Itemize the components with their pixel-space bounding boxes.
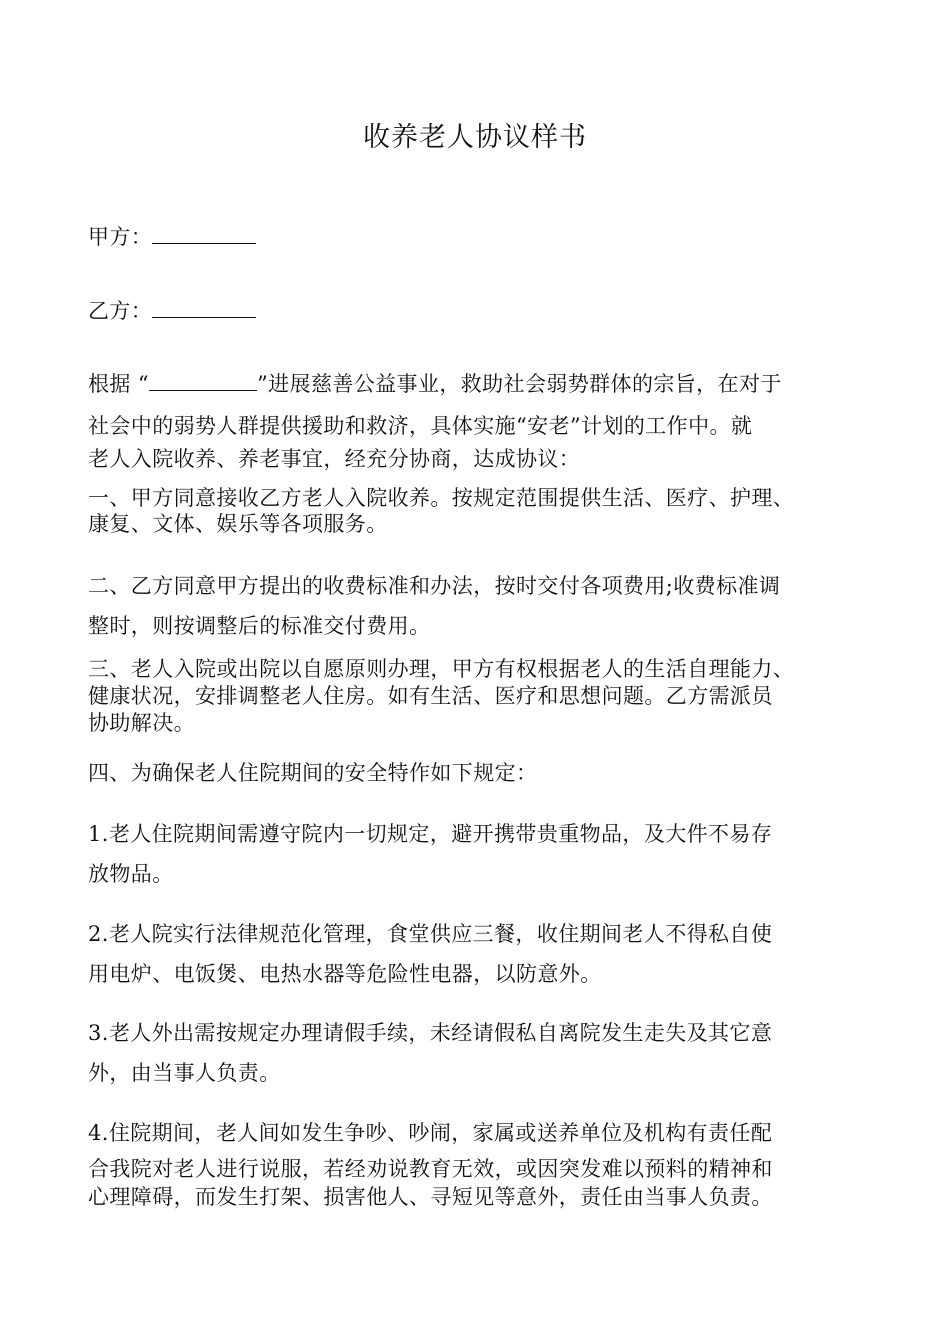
party-a-line: [88, 222, 868, 252]
party-a-label: 甲方：: [88, 225, 153, 249]
clause-3-line-3: 协助解决。: [88, 711, 195, 735]
clause-2: [88, 566, 868, 646]
clause-3-line-2: 健康状况，安排调整老人住房。如有生活、医疗和思想问题。乙方需派员: [88, 684, 773, 708]
clause-3: [88, 656, 868, 737]
rule-2-line-1: 2.老人院实行法律规范化管理，食堂供应三餐，收住期间老人不得私自使: [88, 922, 773, 946]
rule-4: [88, 1113, 868, 1211]
party-a-blank[interactable]: [152, 223, 256, 244]
intro-blank[interactable]: [149, 370, 257, 391]
rule-1-line-1: 1.老人住院期间需遵守院内一切规定，避开携带贵重物品，及大件不易存: [88, 822, 773, 846]
clause-1: [88, 485, 868, 537]
intro-text-before: 根据 “: [88, 372, 150, 396]
rule-3: [88, 1013, 868, 1093]
party-b-blank[interactable]: [152, 297, 256, 318]
rule-2-line-2: 用电炉、电饭煲、电热水器等危险性电器，以防意外。: [88, 962, 602, 986]
rule-3-line-1: 3.老人外出需按规定办理请假手续，未经请假私自离院发生走失及其它意: [88, 1021, 773, 1045]
clause-2-line-1: 二、乙方同意甲方提出的收费标准和办法，按时交付各项费用;收费标准调: [88, 574, 781, 598]
clause-3-line-1: 三、老人入院或出院以自愿原则办理，甲方有权根据老人的生活自理能力、: [88, 657, 795, 681]
clause-1-line-1: 一、甲方同意接收乙方老人入院收养。按规定范围提供生活、医疗、护理、: [88, 486, 795, 510]
clause-1-line-2: 康复、文体、娱乐等各项服务。: [88, 512, 388, 536]
clause-4-line-1: 四、为确保老人住院期间的安全特作如下规定：: [88, 761, 538, 785]
party-b-line: [88, 296, 868, 326]
party-b-label: 乙方：: [88, 299, 153, 323]
clause-4: [88, 757, 868, 789]
rule-1: [88, 814, 868, 894]
intro-line-3: 老人入院收养、养老事宜，经充分协商，达成协议：: [88, 447, 581, 471]
rule-2: [88, 914, 868, 994]
intro-paragraph: [88, 368, 868, 472]
intro-line-2: 社会中的弱势人群提供援助和救济，具体实施“安老”计划的工作中。就: [88, 414, 753, 438]
document-title: 收养老人协议样书: [363, 122, 587, 153]
intro-line-1: [88, 368, 868, 400]
rule-4-line-1: 4.住院期间，老人间如发生争吵、吵闹，家属或送养单位及机构有责任配: [88, 1121, 773, 1145]
rule-1-line-2: 放物品。: [88, 862, 174, 886]
clause-2-line-2: 整时，则按调整后的标准交付费用。: [88, 614, 431, 638]
intro-text-after: ”进展慈善公益事业，救助社会弱势群体的宗旨，在对于: [257, 372, 782, 396]
rule-3-line-2: 外，由当事人负责。: [88, 1061, 281, 1085]
rule-4-line-3: 心理障碍，而发生打架、损害他人、寻短见等意外，责任由当事人负责。: [88, 1185, 773, 1209]
rule-4-line-2: 合我院对老人进行说服，若经劝说教育无效，或因突发难以预料的精神和: [88, 1157, 773, 1181]
